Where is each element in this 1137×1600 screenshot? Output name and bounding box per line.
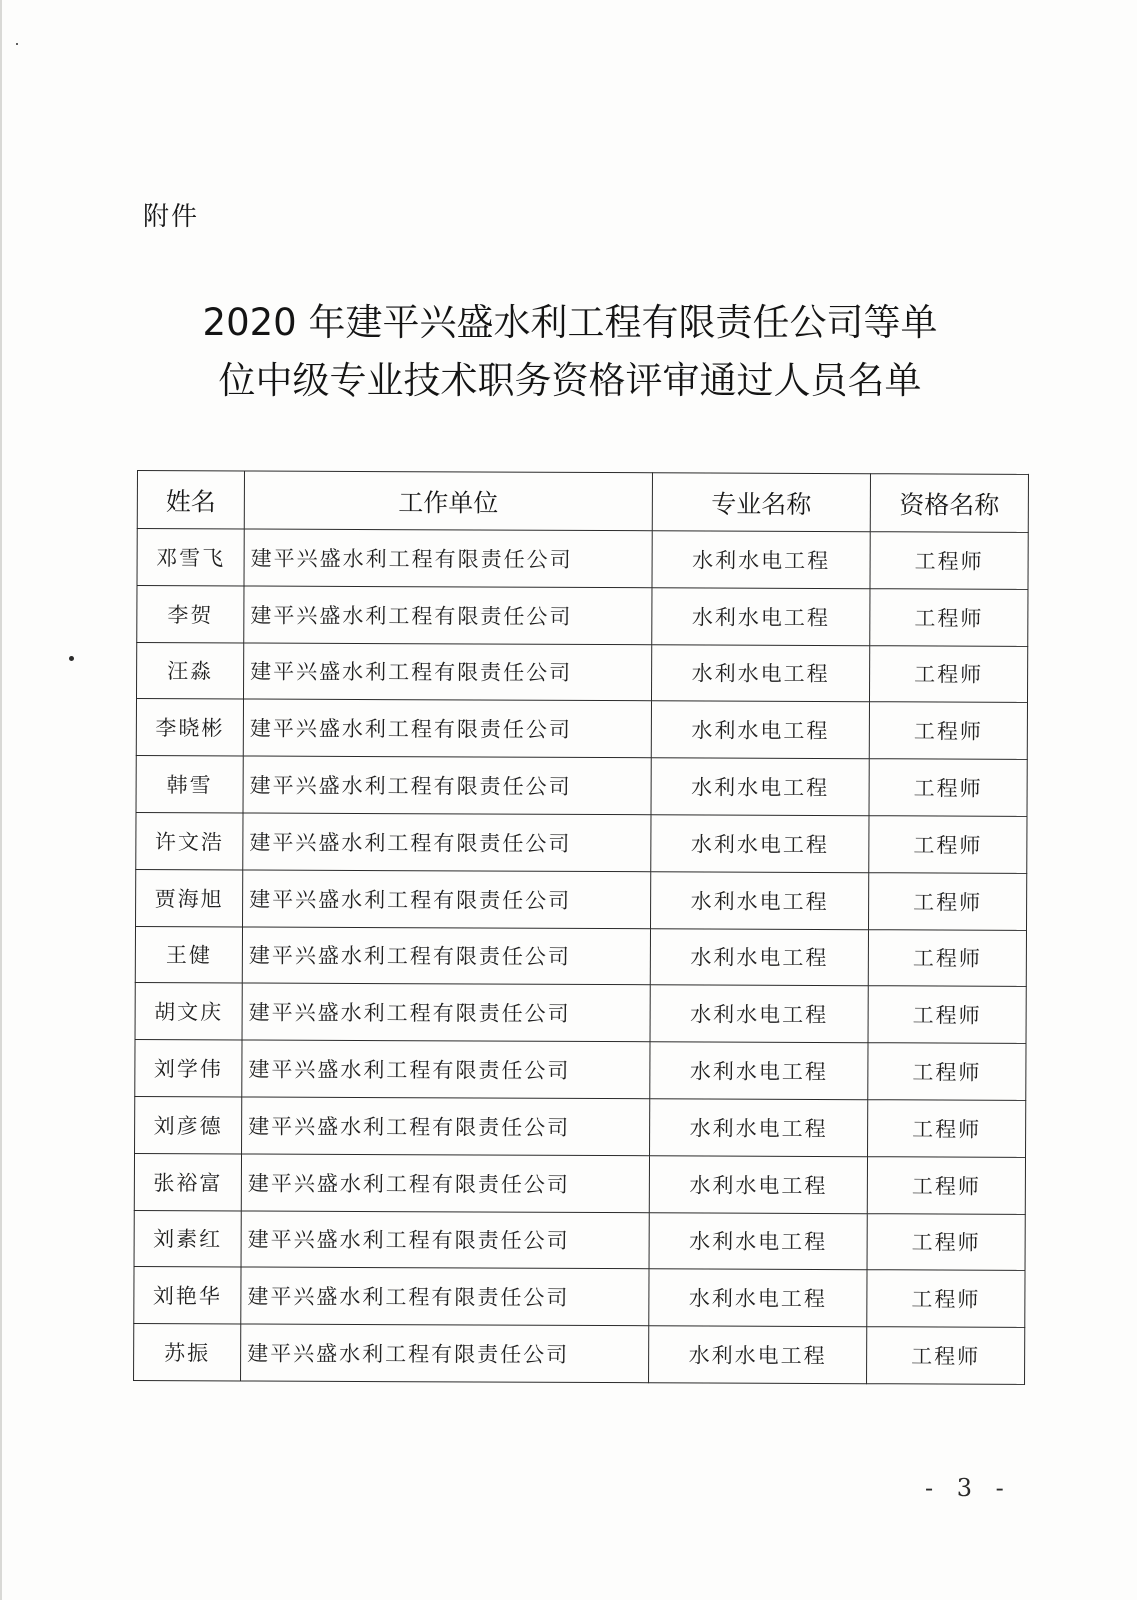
cell-major: 水利水电工程 xyxy=(652,531,870,589)
cell-major: 水利水电工程 xyxy=(650,928,868,986)
attachment-label: 附件 xyxy=(143,202,200,232)
cell-name: 许文浩 xyxy=(136,812,243,869)
table-row xyxy=(135,1096,1026,1157)
cell-unit: 建平兴盛水利工程有限责任公司 xyxy=(244,586,652,645)
cell-unit: 建平兴盛水利工程有限责任公司 xyxy=(242,1097,650,1156)
cell-unit: 建平兴盛水利工程有限责任公司 xyxy=(241,1154,649,1213)
cell-unit: 建平兴盛水利工程有限责任公司 xyxy=(243,870,651,929)
cell-qualification: 工程师 xyxy=(870,532,1028,589)
cell-unit: 建平兴盛水利工程有限责任公司 xyxy=(244,529,652,588)
header-name: 姓名 xyxy=(137,471,244,529)
cell-major: 水利水电工程 xyxy=(651,758,869,816)
cell-qualification: 工程师 xyxy=(867,1270,1025,1327)
table-row xyxy=(134,1153,1025,1214)
cell-unit: 建平兴盛水利工程有限责任公司 xyxy=(244,643,652,702)
cell-unit: 建平兴盛水利工程有限责任公司 xyxy=(242,1040,650,1099)
cell-qualification: 工程师 xyxy=(869,645,1027,702)
cell-name: 刘彦德 xyxy=(135,1096,242,1153)
table-row xyxy=(134,1210,1025,1271)
cell-qualification: 工程师 xyxy=(869,872,1027,929)
cell-major: 水利水电工程 xyxy=(649,1212,867,1270)
header-qualification: 资格名称 xyxy=(870,474,1028,533)
cell-major: 水利水电工程 xyxy=(651,815,869,873)
cell-unit: 建平兴盛水利工程有限责任公司 xyxy=(242,983,650,1042)
cell-qualification: 工程师 xyxy=(867,1156,1025,1213)
cell-name: 王健 xyxy=(135,926,242,983)
cell-name: 刘素红 xyxy=(134,1210,241,1267)
header-major: 专业名称 xyxy=(652,473,870,532)
cell-unit: 建平兴盛水利工程有限责任公司 xyxy=(243,756,651,815)
cell-qualification: 工程师 xyxy=(868,986,1026,1043)
cell-major: 水利水电工程 xyxy=(649,1326,867,1384)
cell-name: 邓雪飞 xyxy=(137,529,244,586)
table-header-row xyxy=(137,471,1028,533)
scan-speck xyxy=(69,656,74,661)
cell-name: 刘艳华 xyxy=(134,1267,241,1324)
cell-major: 水利水电工程 xyxy=(649,1156,867,1214)
cell-qualification: 工程师 xyxy=(869,816,1027,873)
cell-qualification: 工程师 xyxy=(868,929,1026,986)
cell-qualification: 工程师 xyxy=(868,1043,1026,1100)
cell-major: 水利水电工程 xyxy=(650,1099,868,1157)
cell-major: 水利水电工程 xyxy=(650,985,868,1043)
table-row xyxy=(137,642,1028,703)
cell-name: 胡文庆 xyxy=(135,983,242,1040)
cell-name: 刘学伟 xyxy=(135,1040,242,1097)
cell-unit: 建平兴盛水利工程有限责任公司 xyxy=(241,1324,649,1383)
table-row xyxy=(136,699,1027,760)
cell-major: 水利水电工程 xyxy=(651,701,869,759)
cell-unit: 建平兴盛水利工程有限责任公司 xyxy=(242,927,650,986)
table-row xyxy=(134,1267,1025,1328)
table-row xyxy=(135,1040,1026,1101)
cell-unit: 建平兴盛水利工程有限责任公司 xyxy=(243,699,651,758)
cell-major: 水利水电工程 xyxy=(649,1269,867,1327)
cell-major: 水利水电工程 xyxy=(652,588,870,646)
document-title xyxy=(120,294,1020,410)
cell-major: 水利水电工程 xyxy=(651,644,869,702)
document-title-line-2: 位中级专业技术职务资格评审通过人员名单 xyxy=(218,359,922,402)
table-row xyxy=(134,1324,1025,1385)
cell-unit: 建平兴盛水利工程有限责任公司 xyxy=(241,1267,649,1326)
cell-qualification: 工程师 xyxy=(870,588,1028,645)
document-title-line-1: 2020 年建平兴盛水利工程有限责任公司等单 xyxy=(202,301,938,344)
cell-unit: 建平兴盛水利工程有限责任公司 xyxy=(243,813,651,872)
cell-name: 张裕富 xyxy=(134,1153,241,1210)
cell-name: 李晓彬 xyxy=(136,699,243,756)
table-row xyxy=(137,529,1028,590)
approved-personnel-table xyxy=(133,470,1029,1385)
cell-major: 水利水电工程 xyxy=(651,872,869,930)
cell-qualification: 工程师 xyxy=(869,759,1027,816)
header-unit: 工作单位 xyxy=(244,471,652,531)
cell-unit: 建平兴盛水利工程有限责任公司 xyxy=(241,1211,649,1270)
cell-qualification: 工程师 xyxy=(867,1213,1025,1270)
cell-name: 苏振 xyxy=(134,1324,241,1381)
scan-speck xyxy=(16,43,18,45)
table-row xyxy=(135,983,1026,1044)
cell-name: 贾海旭 xyxy=(136,869,243,926)
cell-name: 汪淼 xyxy=(137,642,244,699)
cell-qualification: 工程师 xyxy=(868,1100,1026,1157)
cell-qualification: 工程师 xyxy=(867,1327,1025,1384)
table-row xyxy=(136,812,1027,873)
table-row xyxy=(136,869,1027,930)
cell-name: 韩雪 xyxy=(136,756,243,813)
page-number: - 3 - xyxy=(925,1474,1012,1502)
table-row xyxy=(137,585,1028,646)
table-row xyxy=(136,756,1027,817)
cell-qualification: 工程师 xyxy=(869,702,1027,759)
table-row xyxy=(135,926,1026,987)
cell-major: 水利水电工程 xyxy=(650,1042,868,1100)
cell-name: 李贺 xyxy=(137,585,244,642)
